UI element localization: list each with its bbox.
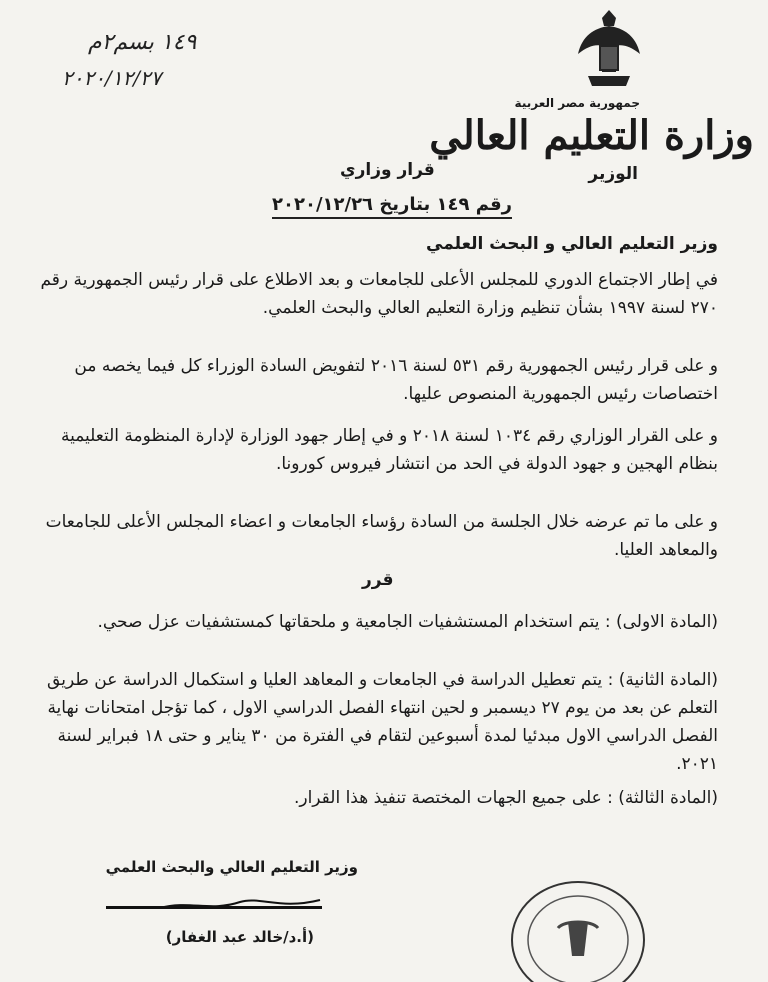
signature-title: وزير التعليم العالي والبحث العلمي xyxy=(105,858,358,876)
paragraph-3: و على القرار الوزاري رقم ١٠٣٤ لسنة ٢٠١٨ و في إطار جهود الوزارة لإدارة المنظومة التعليمية بنظام الهجين و جهود الدولة في الحد من انتشار فيروس كورونا. xyxy=(60,426,718,474)
eagle-emblem-icon xyxy=(574,6,644,92)
official-seal-icon xyxy=(498,872,648,982)
paragraph-4: و على ما تم عرضه خلال الجلسة من السادة رؤساء الجامعات و اعضاء المجلس الأعلى للجامعات والمعاهد العليا. xyxy=(45,512,718,560)
addressee: وزير التعليم العالي و البحث العلمي xyxy=(426,234,718,254)
paragraph-2: و على قرار رئيس الجمهورية رقم ٥٣١ لسنة ٢٠١٦ لتفويض السادة الوزراء كل فيما يخصه من اختصاصات رئيس الجمهورية المنصوص عليها. xyxy=(74,356,718,404)
article-1: (المادة الاولى) : يتم استخدام المستشفيات الجامعية و ملحقاتها كمستشفيات عزل صحي. xyxy=(97,612,718,632)
handwritten-date: ٢٠٢٠/١٢/٢٧ xyxy=(62,66,162,90)
paragraph-1: في إطار الاجتماع الدوري للمجلس الأعلى للجامعات و بعد الاطلاع على قرار رئيس الجمهورية رقم ٢٧٠ لسنة ١٩٩٧ بشأن تنظيم وزارة التعليم العالي والبحث العلمي. xyxy=(40,270,718,318)
handwritten-signature xyxy=(150,890,330,916)
ministry-name: وزارة التعليم العالي xyxy=(429,112,754,159)
decree-title: قرار وزاري xyxy=(340,160,435,180)
signature-line xyxy=(106,906,322,909)
decree-number: رقم ١٤٩ بتاريخ ٢٠٢٠/١٢/٢٦ xyxy=(272,194,512,219)
signatory-name: (أ.د/خالد عبد الغفار) xyxy=(165,928,314,946)
decides-heading: قرر xyxy=(362,570,394,590)
republic-label: جمهورية مصر العربية xyxy=(514,96,640,110)
handwritten-number: ١٤٩ بسم٢م xyxy=(88,30,197,55)
article-2: (المادة الثانية) : يتم تعطيل الدراسة في الجامعات و المعاهد العليا و استكمال الدراسة عن طريق التعلم عن بعد من يوم ٢٧ ديسمبر و لحين انتهاء الفصل الدراسي الاول ، كما تؤجل امتحانات نهاية الفصل الدراسي الاول مبدئيا لمدة أسبوعين لتقام في الفترة من ٣٠ يناير و حتى ١٨ فبراير لسنة ٢٠٢١. xyxy=(47,670,718,774)
minister-label: الوزير xyxy=(588,164,638,184)
article-3: (المادة الثالثة) : على جميع الجهات المختصة تنفيذ هذا القرار. xyxy=(293,788,718,808)
